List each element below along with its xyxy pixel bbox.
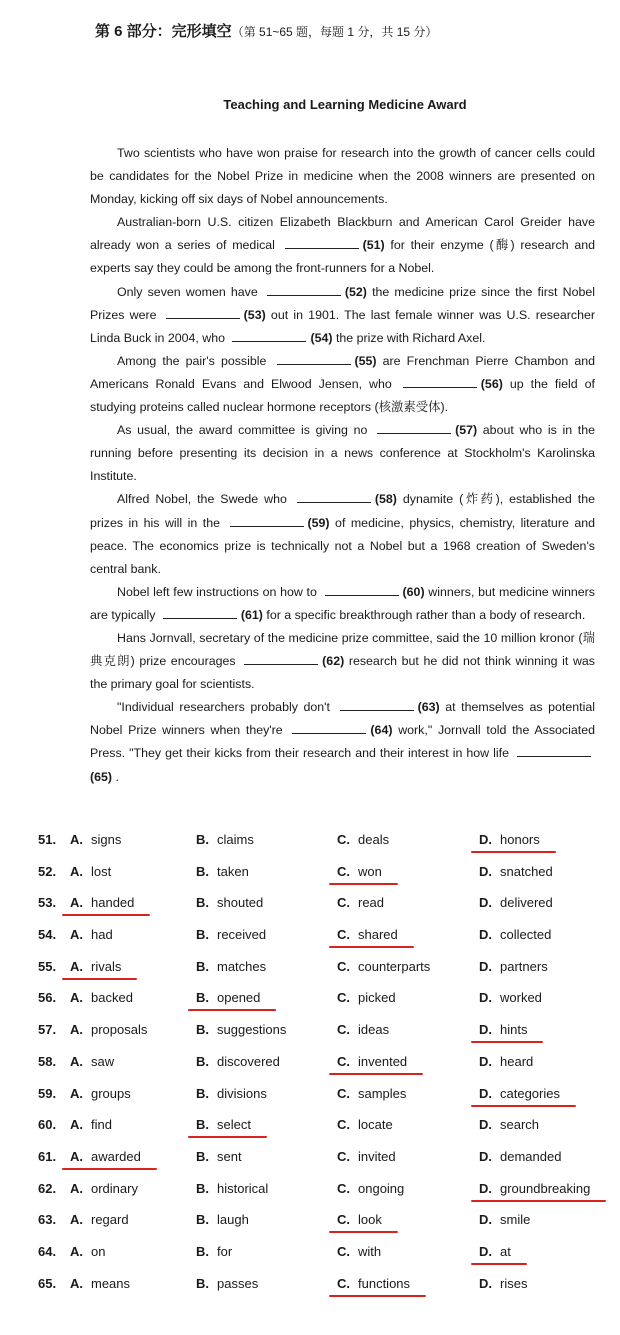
question-row [38,986,610,1018]
option-text: smile [500,1212,531,1228]
option-b[interactable] [196,1086,267,1101]
option-text: shared [358,927,398,943]
option-b[interactable] [196,927,266,942]
option-letter: D. [479,990,492,1006]
blank-number: (61) [240,607,263,622]
passage-title: Teaching and Learning Medicine Award [223,97,467,112]
option-letter: A. [70,1243,83,1259]
option-letter: D. [479,1085,492,1101]
option-c[interactable] [337,864,382,879]
question-row [38,923,610,955]
question-row [38,828,610,860]
question-row [38,860,610,892]
option-a[interactable] [70,1054,114,1069]
option-text: claims [217,832,254,847]
option-text: awarded [91,1148,141,1164]
passage-text: Only seven women have [117,284,263,299]
question-row [38,1145,610,1177]
option-a[interactable] [70,1022,147,1037]
option-d[interactable] [479,1086,560,1101]
option-d[interactable] [479,1181,590,1196]
question-number: 63. [38,1212,57,1228]
option-d[interactable] [479,832,540,847]
option-text: rises [500,1275,528,1291]
blank-number: (60) [402,584,425,599]
option-text: regard [91,1212,129,1228]
option-d[interactable] [479,1212,530,1227]
option-text: proposals [91,1022,148,1038]
answer-blank[interactable] [230,516,304,527]
question-number: 54. [38,927,57,943]
option-letter: D. [479,927,492,943]
blank-number: (63) [417,700,440,715]
option-c[interactable] [337,1022,389,1037]
option-b[interactable] [196,832,254,847]
question-number: 64. [38,1243,57,1259]
option-text: read [358,895,385,911]
option-text: invited [358,1148,396,1164]
option-text: functions [358,1275,411,1291]
option-letter: D. [479,1148,492,1164]
passage-paragraph [90,350,595,419]
option-d[interactable] [479,1244,511,1259]
option-text: saw [91,1053,115,1069]
answer-blank[interactable] [340,700,414,711]
option-letter: B. [196,832,209,847]
option-text: for [217,1243,233,1259]
blank-number: (65) [90,769,113,784]
answer-blank[interactable] [267,285,341,296]
question-row [38,1018,610,1050]
answer-options [38,828,610,1303]
option-text: groundbreaking [500,1180,591,1196]
option-d[interactable] [479,1117,539,1132]
option-letter: B. [196,927,209,943]
option-b[interactable] [196,1276,258,1291]
option-a[interactable] [70,1276,130,1291]
option-text: honors [500,832,540,847]
option-d[interactable] [479,1276,527,1291]
answer-blank[interactable] [285,238,359,249]
option-letter: A. [70,1022,83,1038]
option-c[interactable] [337,1149,396,1164]
option-b[interactable] [196,1149,242,1164]
option-text: worked [500,990,542,1006]
question-number: 52. [38,863,57,879]
option-letter: C. [337,1022,350,1038]
option-d[interactable] [479,927,551,942]
blank-number: (57) [455,423,478,438]
question-number: 57. [38,1022,57,1038]
option-letter: B. [196,1275,209,1291]
question-number: 56. [38,990,57,1006]
passage-text: winners, but medicine winners are typically [90,584,595,622]
option-a[interactable] [70,1181,138,1196]
passage-text: at themselves as potential Nobel Prize winners when they're [90,700,595,738]
answer-blank[interactable] [163,608,237,619]
option-letter: B. [196,895,209,911]
section-note: （第 51~65 题，每题 1 分，共 15 分） [231,25,438,39]
passage-text: the medicine prize since the first Nobel Prizes were [90,284,595,322]
question-number: 59. [38,1085,57,1101]
option-letter: D. [479,1022,492,1038]
blank-number: (58) [374,492,397,507]
option-letter: A. [70,1117,83,1133]
blank-number: (62) [322,654,345,669]
option-letter: B. [196,1053,209,1069]
answer-blank[interactable] [377,423,451,434]
option-text: at [500,1243,511,1259]
option-letter: A. [70,1085,83,1101]
option-d[interactable] [479,990,542,1005]
passage-text: Hans Jornvall, secretary of the medicine prize committee, said the 10 million kronor (瑞典克朗) prize encourages [90,630,595,669]
option-text: categories [500,1085,560,1101]
option-text: partners [500,958,548,974]
question-row [38,1272,610,1304]
question-number: 62. [38,1180,57,1196]
option-text: divisions [217,1085,267,1101]
passage-text: about who is in the running before presenting its decision in a news conference at Stockholm's Karolinska Institute. [90,423,595,484]
option-letter: D. [479,1212,492,1228]
option-text: means [91,1275,131,1291]
option-text: historical [217,1180,269,1196]
option-a[interactable] [70,1244,105,1259]
blank-number: (59) [307,515,330,530]
option-text: invented [358,1053,408,1069]
option-letter: B. [196,863,209,879]
blank-number: (56) [480,376,503,391]
question-number: 58. [38,1053,57,1069]
option-text: search [500,1117,540,1133]
option-text: snatched [500,863,553,879]
option-text: signs [91,832,122,847]
option-b[interactable] [196,1244,232,1259]
option-letter: B. [196,1117,209,1133]
option-d[interactable] [479,1054,533,1069]
option-letter: C. [337,927,350,943]
question-number: 61. [38,1148,57,1164]
passage-text: "Individual researchers probably don't [117,700,336,715]
option-a[interactable] [70,990,133,1005]
option-b[interactable] [196,1181,268,1196]
option-letter: C. [337,958,350,974]
passage-text: the prize with Richard Axel. [335,330,486,345]
option-text: suggestions [217,1022,287,1038]
option-a[interactable] [70,1086,131,1101]
blank-number: (55) [354,353,377,368]
option-a[interactable] [70,1117,112,1132]
option-c[interactable] [337,1212,382,1227]
option-text: deals [358,832,390,847]
passage-text: dynamite (炸药), established the prizes in his will in the [90,492,595,530]
option-text: samples [358,1085,407,1101]
question-number: 51. [38,832,57,847]
option-c[interactable] [337,1117,393,1132]
question-row [38,1177,610,1209]
option-letter: D. [479,863,492,879]
option-text: handed [91,895,135,911]
option-text: rivals [91,958,122,974]
option-text: received [217,927,267,943]
passage-text: research but he did not think winning it was the primary goal for scientists. [90,654,595,692]
option-c[interactable] [337,1181,404,1196]
cloze-passage [90,142,595,789]
option-letter: D. [479,895,492,911]
option-c[interactable] [337,1086,406,1101]
question-row [38,1240,610,1272]
passage-text: Among the pair's possible [117,353,273,368]
answer-blank[interactable] [277,354,351,365]
question-row [38,955,610,987]
option-letter: D. [479,958,492,974]
passage-text: of medicine, physics, chemistry, literature and peace. The economics prize is technically not a Nobel but a 1968 creation of Sweden's central bank. [90,515,595,576]
option-letter: B. [196,1022,209,1038]
option-letter: B. [196,958,209,974]
option-letter: B. [196,1212,209,1228]
option-text: ideas [358,1022,390,1038]
passage-paragraph [90,488,595,580]
option-text: locate [358,1117,393,1133]
section-title: 第 6 部分：完形填空 [95,23,232,40]
option-letter: C. [337,1212,350,1228]
passage-paragraph [90,696,595,788]
option-c[interactable] [337,832,389,847]
option-text: heard [500,1053,534,1069]
option-letter: C. [337,1148,350,1164]
option-b[interactable] [196,959,266,974]
option-letter: C. [337,1275,350,1291]
passage-paragraph [90,142,595,211]
option-text: find [91,1117,112,1133]
answer-blank[interactable] [325,585,399,596]
passage-text: Alfred Nobel, the Swede who [117,492,293,507]
passage-paragraph [90,211,595,280]
option-text: picked [358,990,396,1006]
option-letter: A. [70,863,83,879]
option-d[interactable] [479,1022,527,1037]
passage-text: work," Jornvall told the Associated Press. "They get their kicks from their research and their interest in how life [90,723,595,761]
blank-number: (54) [310,330,333,345]
answer-blank[interactable] [292,723,366,734]
option-d[interactable] [479,864,553,879]
option-c[interactable] [337,1244,381,1259]
passage-paragraph [90,581,595,627]
option-c[interactable] [337,990,396,1005]
option-letter: C. [337,1053,350,1069]
option-letter: A. [70,927,83,943]
option-letter: A. [70,832,83,847]
option-letter: A. [70,1275,83,1291]
option-letter: B. [196,1148,209,1164]
option-text: on [91,1243,106,1259]
question-row [38,1082,610,1114]
option-text: with [358,1243,382,1259]
option-text: look [358,1212,382,1228]
question-row [38,1208,610,1240]
option-text: collected [500,927,552,943]
passage-paragraph [90,419,595,488]
option-a[interactable] [70,864,111,879]
option-letter: C. [337,895,350,911]
question-row [38,891,610,923]
option-letter: D. [479,1275,492,1291]
blank-number: (53) [243,307,266,322]
option-letter: D. [479,1117,492,1133]
option-text: won [358,863,382,879]
answer-blank[interactable] [517,746,591,757]
option-text: taken [217,863,249,879]
option-d[interactable] [479,959,548,974]
option-text: matches [217,958,267,974]
passage-text: . [115,769,119,784]
option-letter: A. [70,1212,83,1228]
option-text: select [217,1117,251,1133]
option-letter: B. [196,1243,209,1259]
blank-number: (64) [370,723,393,738]
option-a[interactable] [70,927,113,942]
passage-text: for a specific breakthrough rather than a body of research. [266,607,586,622]
option-d[interactable] [479,895,553,910]
option-letter: C. [337,1085,350,1101]
option-letter: B. [196,990,209,1006]
option-b[interactable] [196,1117,251,1132]
option-b[interactable] [196,1212,249,1227]
option-letter: D. [479,832,492,847]
option-text: laugh [217,1212,249,1228]
option-text: opened [217,990,261,1006]
question-number: 55. [38,958,57,974]
option-text: backed [91,990,133,1006]
option-text: ordinary [91,1180,138,1196]
passage-paragraph [90,281,595,350]
option-letter: A. [70,895,83,911]
question-row [38,1113,610,1145]
option-letter: C. [337,863,350,879]
option-letter: A. [70,1148,83,1164]
option-a[interactable] [70,1212,129,1227]
option-c[interactable] [337,959,430,974]
option-c[interactable] [337,1276,410,1291]
option-b[interactable] [196,1022,286,1037]
option-letter: D. [479,1243,492,1259]
option-a[interactable] [70,832,121,847]
option-letter: A. [70,990,83,1006]
option-c[interactable] [337,927,398,942]
question-number: 60. [38,1117,57,1133]
passage-text: for their enzyme (酶) research and experts say they could be among the front-runners for a Nobel. [90,238,595,276]
answer-blank[interactable] [166,308,240,319]
answer-blank[interactable] [232,331,306,342]
option-a[interactable] [70,1149,141,1164]
option-letter: C. [337,832,350,847]
option-text: demanded [500,1148,562,1164]
option-letter: B. [196,1180,209,1196]
option-b[interactable] [196,1054,280,1069]
option-text: counterparts [358,958,431,974]
option-letter: C. [337,1117,350,1133]
option-text: sent [217,1148,242,1164]
option-letter: C. [337,1243,350,1259]
option-text: ongoing [358,1180,405,1196]
option-a[interactable] [70,959,121,974]
option-b[interactable] [196,864,249,879]
option-text: lost [91,863,112,879]
passage-text: Australian-born U.S. citizen Elizabeth Blackburn and American Carol Greider have already won a series of medical [90,215,595,253]
answer-blank[interactable] [244,654,318,665]
option-b[interactable] [196,895,263,910]
option-c[interactable] [337,895,384,910]
option-text: delivered [500,895,553,911]
option-text: shouted [217,895,264,911]
option-c[interactable] [337,1054,407,1069]
option-b[interactable] [196,990,260,1005]
option-d[interactable] [479,1149,561,1164]
passage-text: up the field of studying proteins called nuclear hormone receptors (核激素受体). [90,376,595,415]
option-letter: C. [337,1180,350,1196]
question-row [38,1050,610,1082]
option-text: discovered [217,1053,280,1069]
option-text: hints [500,1022,528,1038]
passage-text: Nobel left few instructions on how to [117,584,321,599]
blank-number: (52) [344,284,367,299]
option-letter: C. [337,990,350,1006]
option-letter: A. [70,1053,83,1069]
option-letter: A. [70,1180,83,1196]
passage-text: out in 1901. The last female winner was U.S. researcher Linda Buck in 2004, who [90,307,595,345]
option-letter: D. [479,1053,492,1069]
option-letter: D. [479,1180,492,1196]
option-letter: A. [70,958,83,974]
blank-number: (51) [362,238,385,253]
passage-text: Two scientists who have won praise for research into the growth of cancer cells could be candidates for the Nobel Prize in medicine when the 2008 winners are presented on Monday, kicking off six days of Nobel announcements. [90,146,595,207]
option-text: had [91,927,113,943]
question-number: 65. [38,1275,57,1291]
passage-text: As usual, the award committee is giving no [117,423,374,438]
answer-blank[interactable] [297,492,371,503]
option-text: passes [217,1275,259,1291]
option-letter: B. [196,1085,209,1101]
passage-paragraph [90,627,595,696]
answer-blank[interactable] [403,377,477,388]
option-text: groups [91,1085,131,1101]
question-number: 53. [38,895,57,911]
option-a[interactable] [70,895,134,910]
section-header [95,20,437,41]
passage-text: are Frenchman Pierre Chambon and Americans Ronald Evans and Elwood Jensen, who [90,353,595,391]
